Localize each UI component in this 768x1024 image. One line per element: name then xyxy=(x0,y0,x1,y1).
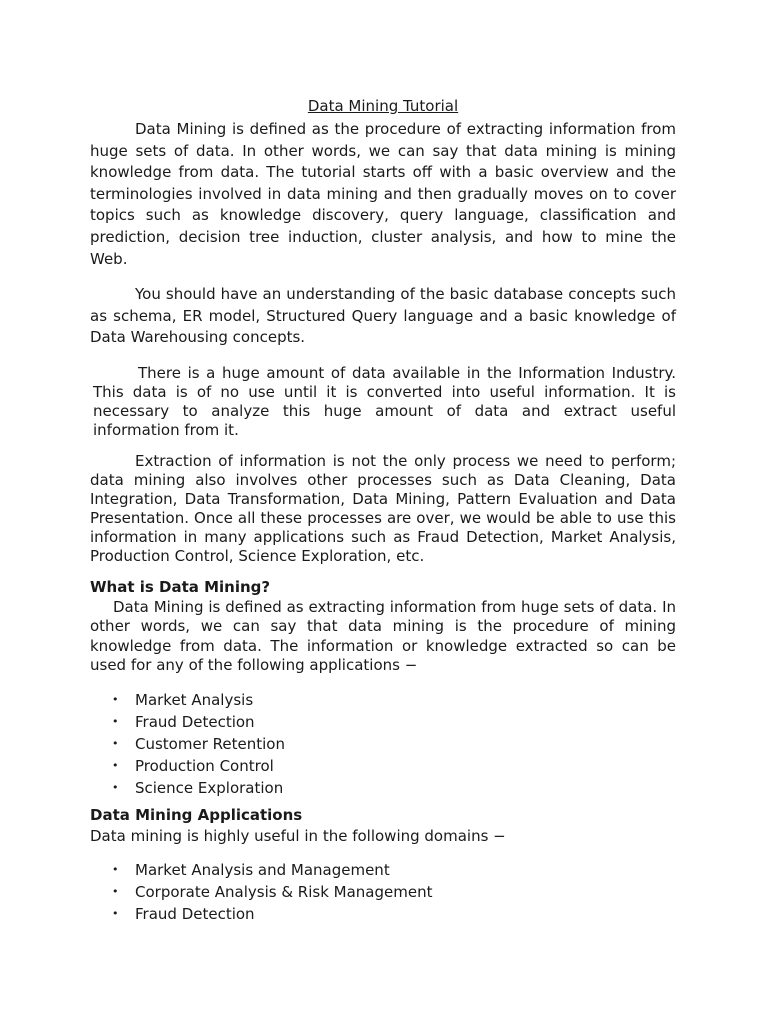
what-is-data-mining-heading: What is Data Mining? xyxy=(90,577,271,596)
bullet-icon: • xyxy=(112,736,119,750)
list-item: • Science Exploration xyxy=(112,778,284,797)
bullet-icon: • xyxy=(112,714,119,728)
bullet-icon: • xyxy=(112,906,119,920)
information-industry-paragraph: There is a huge amount of data available in the Information Industry. This data is of no use until it is converted into useful information. It is necessary to analyze this huge amount of data and extract useful information from it. xyxy=(93,363,676,439)
applications-list xyxy=(90,689,676,799)
document-title: Data Mining Tutorial xyxy=(307,97,459,115)
data-mining-applications-heading: Data Mining Applications xyxy=(90,805,303,824)
list-item: • Market Analysis xyxy=(112,690,254,709)
domains-list xyxy=(90,859,676,925)
what-is-data-mining-paragraph: Data Mining is defined as extracting information from huge sets of data. In other words, we can say that data mining is the procedure of mining knowledge from data. The information or knowledge extracted so can be used for any of the following applications − xyxy=(90,597,676,675)
list-item: • Fraud Detection xyxy=(112,712,255,731)
list-item: • Corporate Analysis & Risk Management xyxy=(112,882,433,901)
document-page xyxy=(90,96,676,925)
list-item: • Production Control xyxy=(112,756,274,775)
bullet-icon: • xyxy=(112,780,119,794)
extraction-paragraph: Extraction of information is not the only process we need to perform; data mining also involves other processes such as Data Cleaning, Data Integration, Data Transformation, Data Mining, Pattern Evaluation and Data Presentation. Once all these processes are over, we would be able to use this information in many applications such as Fraud Detection, Market Analysis, Production Control, Science Exploration, etc. xyxy=(90,451,676,565)
list-item: • Market Analysis and Management xyxy=(112,860,390,879)
list-item: • Customer Retention xyxy=(112,734,285,753)
list-item: • Fraud Detection xyxy=(112,904,255,923)
bullet-icon: • xyxy=(112,758,119,772)
bullet-icon: • xyxy=(112,862,119,876)
data-mining-applications-paragraph: Data mining is highly useful in the following domains − xyxy=(90,826,506,845)
bullet-icon: • xyxy=(112,692,119,706)
intro-paragraph: Data Mining is defined as the procedure of extracting information from huge sets of data. In other words, we can say that data mining is mining knowledge from data. The tutorial starts off with a basic overview and the terminologies involved in data mining and then gradually moves on to cover topics such as knowledge discovery, query language, classification and prediction, decision tree induction, cluster analysis, and how to mine the Web. xyxy=(90,120,676,268)
bullet-icon: • xyxy=(112,884,119,898)
prerequisites-paragraph: You should have an understanding of the basic database concepts such as schema, ER model, Structured Query language and a basic knowledge of Data Warehousing concepts. xyxy=(90,285,676,347)
